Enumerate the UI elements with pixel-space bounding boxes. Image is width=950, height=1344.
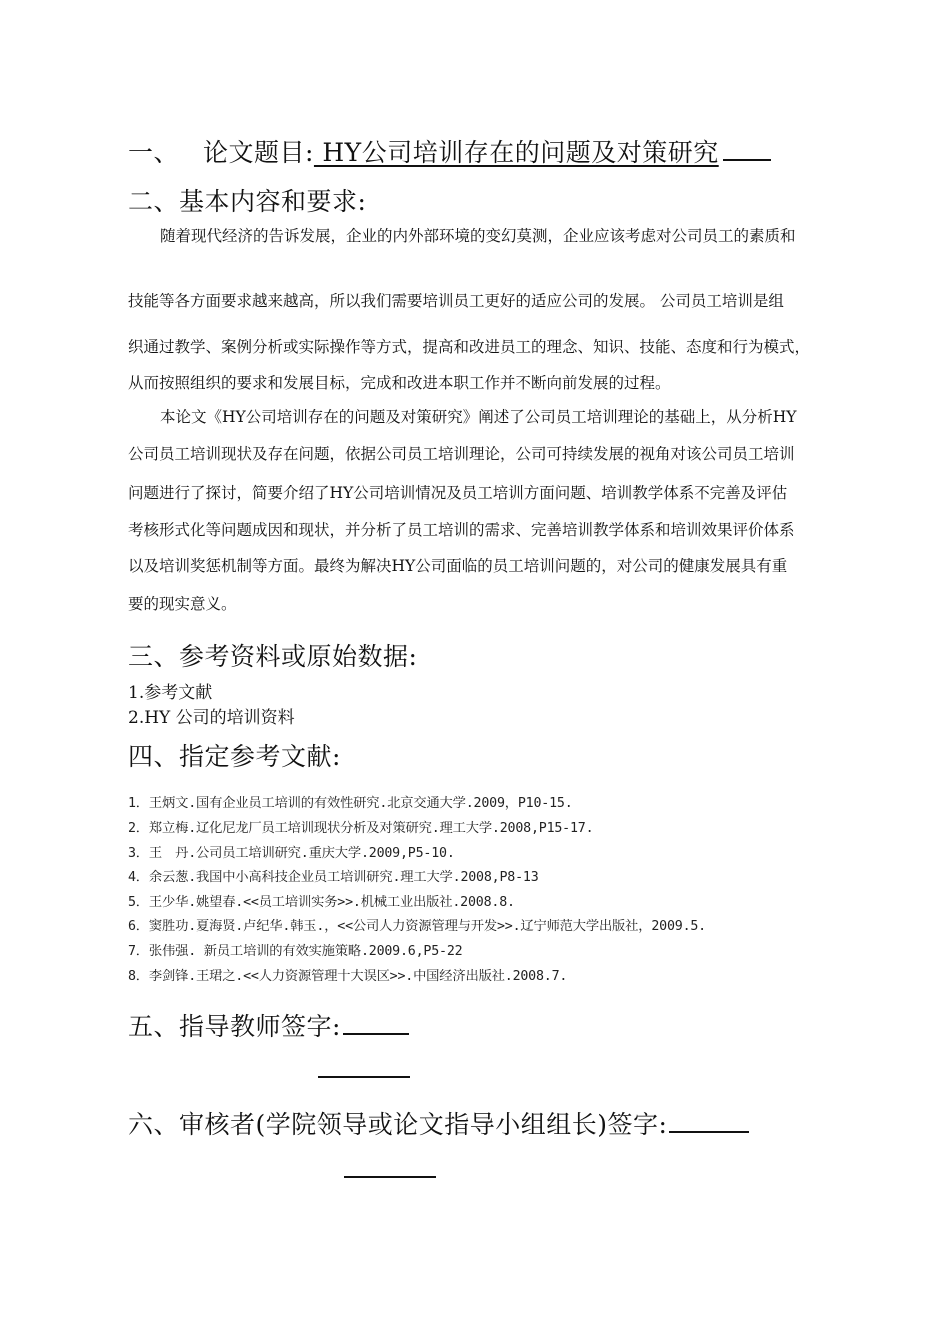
- reference-item: 5．王少华.姚望春.<<员工培训实务>>.机械工业出版社.2008.8.: [128, 895, 515, 910]
- thesis-title-row: [203, 133, 771, 169]
- content-paragraph-line: 随着现代经济的告诉发展，企业的内外部环境的变幻莫测，企业应该考虑对公司员工的素质和: [160, 227, 796, 245]
- section-4-heading: 四、指定参考文献:: [128, 742, 341, 771]
- year-blank[interactable]: [344, 1175, 388, 1178]
- reference-item: 6．窦胜功.夏海贤.卢纪华.韩玉.，<<公司人力资源管理与开发>>.辽宁师范大学出版社，2009.5.: [128, 919, 706, 934]
- reference-item: 7．张伟强. 新员工培训的有效实施策略.2009.6,P5-22: [128, 944, 463, 959]
- advisor-date-row: [318, 1055, 410, 1084]
- month-blank[interactable]: [388, 1175, 412, 1178]
- content-paragraph-line: 考核形式化等问题成因和现状，并分析了员工培训的需求、完善培训教学体系和培训效果评价体系: [128, 521, 795, 539]
- reviewer-signature-label: 六、审核者(学院领导或论文指导小组组长)签字:: [128, 1110, 668, 1139]
- advisor-signature-line[interactable]: [343, 1032, 409, 1035]
- source-item: 2.HY 公司的培训资料: [128, 708, 295, 728]
- section-1-number: 一、: [128, 138, 180, 167]
- content-paragraph-line: 问题进行了探讨，简要介绍了HY公司培训情况及员工培训方面问题、培训教学体系不完善及评估: [128, 484, 788, 502]
- advisor-signature-label: 五、指导教师签字:: [128, 1012, 341, 1041]
- reference-item: 3．王 丹.公司员工培训研究.重庆大学.2009,P5-10.: [128, 846, 455, 861]
- content-paragraph-line: 公司员工培训现状及存在问题，依据公司员工培训理论，公司可持续发展的视角对该公司员工培训: [128, 445, 795, 463]
- advisor-signature-row: [128, 1007, 409, 1043]
- month-blank[interactable]: [362, 1075, 386, 1078]
- reviewer-signature-line[interactable]: [669, 1130, 749, 1133]
- content-paragraph-line: 从而按照组织的要求和发展目标，完成和改进本职工作并不断向前发展的过程。: [128, 374, 671, 392]
- section-3-heading: 三、参考资料或原始数据:: [128, 642, 418, 671]
- reference-item: 8．李剑锋.王珺之.<<人力资源管理十大误区>>.中国经济出版社.2008.7.: [128, 969, 568, 984]
- thesis-title-label: 论文题目:: [203, 138, 314, 167]
- content-paragraph-line: 织通过教学、案例分析或实际操作等方式，提高和改进员工的理念、知识、技能、态度和行为模式，: [128, 338, 811, 356]
- content-paragraph-line: 技能等各方面要求越来越高，所以我们需要培训员工更好的适应公司的发展。 公司员工培训是组: [128, 292, 784, 310]
- content-paragraph-line: 要的现实意义。: [128, 595, 237, 613]
- day-blank[interactable]: [412, 1175, 436, 1178]
- section-2-heading: 二、基本内容和要求:: [128, 187, 367, 216]
- day-blank[interactable]: [386, 1075, 410, 1078]
- thesis-title-value: HY公司培训存在的问题及对策研究: [313, 138, 719, 167]
- reference-item: 2．郑立梅.辽化尼龙厂员工培训现状分析及对策研究.理工大学.2008,P15-17.: [128, 821, 594, 836]
- reviewer-signature-row: [128, 1105, 749, 1141]
- content-paragraph-line: 本论文《HY公司培训存在的问题及对策研究》阐述了公司员工培训理论的基础上，从分析HY: [160, 408, 797, 426]
- reviewer-date-row: [344, 1155, 436, 1184]
- year-blank[interactable]: [318, 1075, 362, 1078]
- thesis-title-underline: [723, 158, 771, 161]
- content-paragraph-line: 以及培训奖惩机制等方面。最终为解决HY公司面临的员工培训问题的，对公司的健康发展具有重: [128, 557, 788, 575]
- source-item: 1.参考文献: [128, 683, 213, 703]
- reference-item: 1．王炳文.国有企业员工培训的有效性研究.北京交通大学.2009，P10-15.: [128, 796, 573, 811]
- reference-item: 4．余云葱.我国中小高科技企业员工培训研究.理工大学.2008,P8-13: [128, 870, 539, 885]
